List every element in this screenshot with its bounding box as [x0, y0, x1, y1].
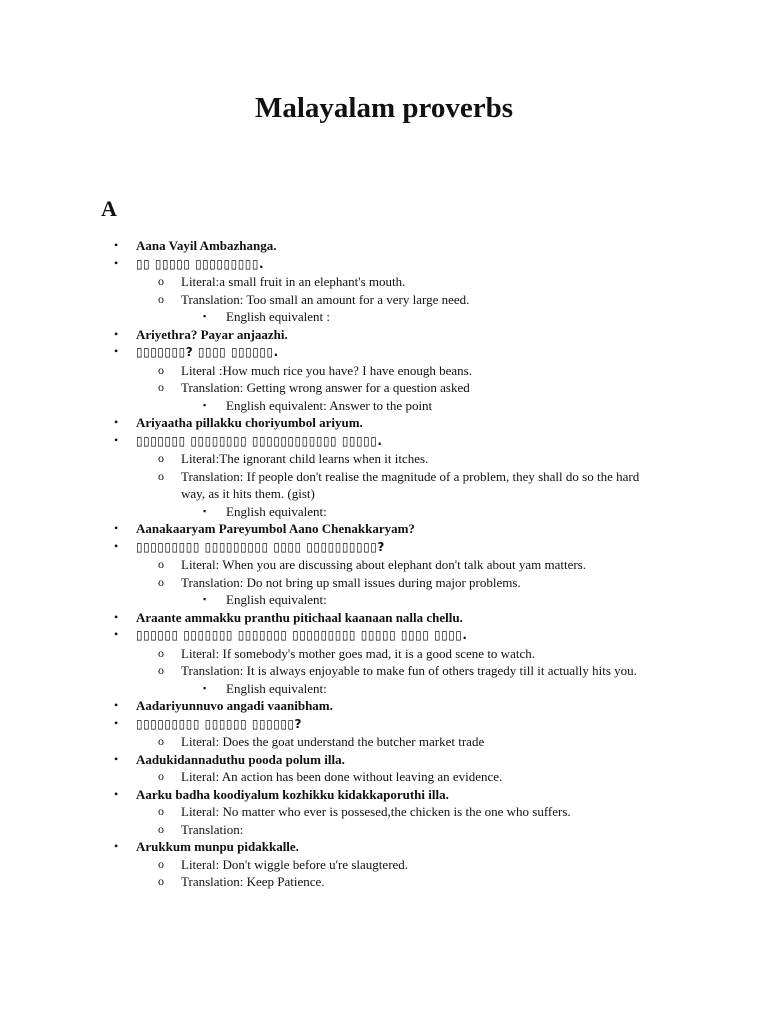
proverb-malayalam: ▯▯▯▯▯▯ ▯▯▯▯▯▯▯ ▯▯▯▯▯▯▯ ▯▯▯▯▯▯▯▯▯ ▯▯▯▯▯ ▯▯▯▯ ▯▯▯▯.: [136, 628, 468, 642]
bullet-icon: o: [158, 274, 164, 288]
proverb-literal: Literal: Does the goat understand the butcher market trade: [181, 734, 485, 749]
section-heading-a: A: [101, 196, 117, 221]
proverb-translation: Translation: Do not bring up small issues during major problems.: [181, 574, 521, 590]
bullet-icon: •: [114, 839, 119, 853]
list-item: [0, 697, 676, 715]
list-item: [0, 556, 661, 574]
bullet-icon: •: [114, 698, 119, 712]
bullet-icon: o: [158, 804, 164, 818]
proverb-translation: Translation: Keep Patience.: [181, 874, 325, 889]
proverb-literal: Literal :How much rice you have? I have enough beans.: [181, 362, 472, 378]
list-item: [0, 362, 661, 380]
bullet-icon: •: [114, 521, 119, 535]
bullet-icon: •: [114, 538, 119, 553]
bullet-icon: o: [158, 362, 164, 377]
list-item: [0, 662, 661, 680]
bullet-icon: o: [158, 734, 164, 748]
list-item: [0, 786, 676, 804]
proverb-literal: Literal:The ignorant child learns when it itches.: [181, 451, 429, 466]
list-item: [0, 838, 676, 856]
proverb-translation: Translation: If people don't realise the magnitude of a problem, they shall do so the hard way, as it hits them. (gist): [181, 468, 640, 501]
bullet-icon: •: [114, 255, 119, 270]
bullet-icon: •: [114, 238, 119, 252]
bullet-icon: •: [114, 715, 119, 730]
proverb-malayalam: ▯▯▯▯▯▯▯ ▯▯▯▯▯▯▯▯ ▯▯▯▯▯▯▯▯▯▯▯▯ ▯▯▯▯▯.: [136, 433, 383, 448]
list-item: [0, 856, 661, 874]
bullet-icon: o: [158, 856, 164, 871]
bullet-icon: •: [114, 786, 119, 801]
bullet-icon: o: [158, 291, 164, 306]
list-item: [0, 308, 656, 326]
proverb-transliteration: Ariyaatha pillakku choriyumbol ariyum.: [136, 415, 363, 430]
proverb-malayalam: ▯▯▯▯▯▯▯? ▯▯▯▯ ▯▯▯▯▯▯.: [136, 345, 279, 359]
bullet-icon: ▪: [203, 682, 207, 693]
proverb-malayalam: ▯▯▯▯▯▯▯▯▯ ▯▯▯▯▯▯ ▯▯▯▯▯▯?: [136, 716, 302, 731]
list-item: [0, 291, 661, 309]
list-item: [0, 450, 661, 468]
proverb-transliteration: Arukkum munpu pidakkalle.: [136, 839, 299, 854]
bullet-icon: •: [114, 432, 119, 447]
list-item: [0, 680, 656, 698]
proverb-transliteration: Araante ammakku pranthu pitichaal kaanaan nalla chellu.: [136, 609, 463, 625]
proverb-literal: Literal: No matter who ever is possesed,the chicken is the one who suffers.: [181, 804, 571, 819]
list-item: [0, 273, 661, 291]
bullet-icon: ▪: [203, 311, 207, 321]
proverb-literal: Literal: Don't wiggle before u're slaugtered.: [181, 856, 409, 872]
proverb-transliteration: Aanakaaryam Pareyumbol Aano Chenakkaryam?: [136, 521, 415, 536]
list-item: [0, 503, 656, 521]
bullet-icon: o: [158, 645, 164, 660]
bullet-icon: •: [114, 415, 119, 429]
list-item: [0, 326, 676, 344]
proverb-equivalent: English equivalent :: [226, 309, 330, 324]
list-item: [0, 237, 676, 255]
proverb-transliteration: Aana Vayil Ambazhanga.: [136, 238, 277, 253]
bullet-icon: o: [158, 468, 164, 483]
proverb-literal: Literal: When you are discussing about elephant don't talk about yam matters.: [181, 557, 586, 572]
proverb-literal: Literal: If somebody's mother goes mad, it is a good scene to watch.: [181, 645, 535, 661]
list-item: [0, 379, 661, 397]
proverb-equivalent: English equivalent: Answer to the point: [226, 397, 433, 413]
list-item: [0, 468, 661, 503]
proverb-malayalam: ▯▯ ▯▯▯▯▯ ▯▯▯▯▯▯▯▯▯.: [136, 256, 265, 271]
list-item: [0, 397, 656, 415]
list-item: [0, 591, 656, 609]
bullet-icon: o: [158, 821, 164, 836]
list-item: [0, 733, 661, 751]
bullet-icon: ▪: [203, 594, 207, 604]
proverb-literal: Literal: An action has been done without leaving an evidence.: [181, 769, 503, 784]
proverb-translation: Translation: Too small an amount for a very large need.: [181, 291, 470, 307]
bullet-icon: ▪: [203, 505, 207, 516]
proverb-transliteration: Aarku badha koodiyalum kozhikku kidakkaporuthi illa.: [136, 786, 449, 802]
proverb-list: [0, 237, 768, 891]
list-item: [0, 574, 661, 592]
bullet-icon: ▪: [203, 399, 207, 410]
list-item: [0, 873, 661, 891]
list-item: [0, 821, 661, 839]
bullet-icon: •: [114, 609, 119, 624]
list-item: [0, 645, 661, 663]
list-item: [0, 803, 661, 821]
bullet-icon: o: [158, 769, 164, 783]
proverb-transliteration: Ariyethra? Payar anjaazhi.: [136, 326, 288, 342]
proverb-equivalent: English equivalent:: [226, 592, 327, 607]
list-item: [0, 768, 661, 786]
bullet-icon: o: [158, 874, 164, 888]
list-item: [0, 343, 676, 362]
proverb-translation: Translation: Getting wrong answer for a question asked: [181, 380, 470, 395]
list-item: [0, 432, 676, 451]
proverb-malayalam: ▯▯▯▯▯▯▯▯▯ ▯▯▯▯▯▯▯▯▯ ▯▯▯▯ ▯▯▯▯▯▯▯▯▯▯?: [136, 539, 385, 554]
bullet-icon: •: [114, 627, 119, 641]
bullet-icon: o: [158, 663, 164, 677]
list-item: [0, 626, 676, 645]
proverb-translation: Translation:: [181, 821, 244, 837]
proverb-equivalent: English equivalent:: [226, 680, 327, 696]
bullet-icon: o: [158, 451, 164, 465]
list-item: [0, 609, 676, 627]
proverb-literal: Literal:a small fruit in an elephant's mouth.: [181, 274, 406, 289]
list-item: [0, 538, 676, 557]
list-item: [0, 520, 676, 538]
list-item: [0, 414, 676, 432]
bullet-icon: •: [114, 344, 119, 358]
proverb-equivalent: English equivalent:: [226, 503, 327, 519]
bullet-icon: o: [158, 380, 164, 394]
list-item: [0, 751, 676, 769]
proverb-transliteration: Aadariyunnuvo angadi vaanibham.: [136, 698, 333, 713]
bullet-icon: •: [114, 326, 119, 341]
list-item: [0, 715, 676, 734]
proverb-translation: Translation: It is always enjoyable to make fun of others tragedy till it actually hits you.: [181, 663, 637, 678]
bullet-icon: o: [158, 557, 164, 571]
bullet-icon: o: [158, 574, 164, 589]
bullet-icon: •: [114, 751, 119, 766]
proverb-transliteration: Aadukidannaduthu pooda polum illa.: [136, 751, 345, 767]
page-title: Malayalam proverbs: [254, 92, 514, 124]
list-item: [0, 255, 676, 274]
